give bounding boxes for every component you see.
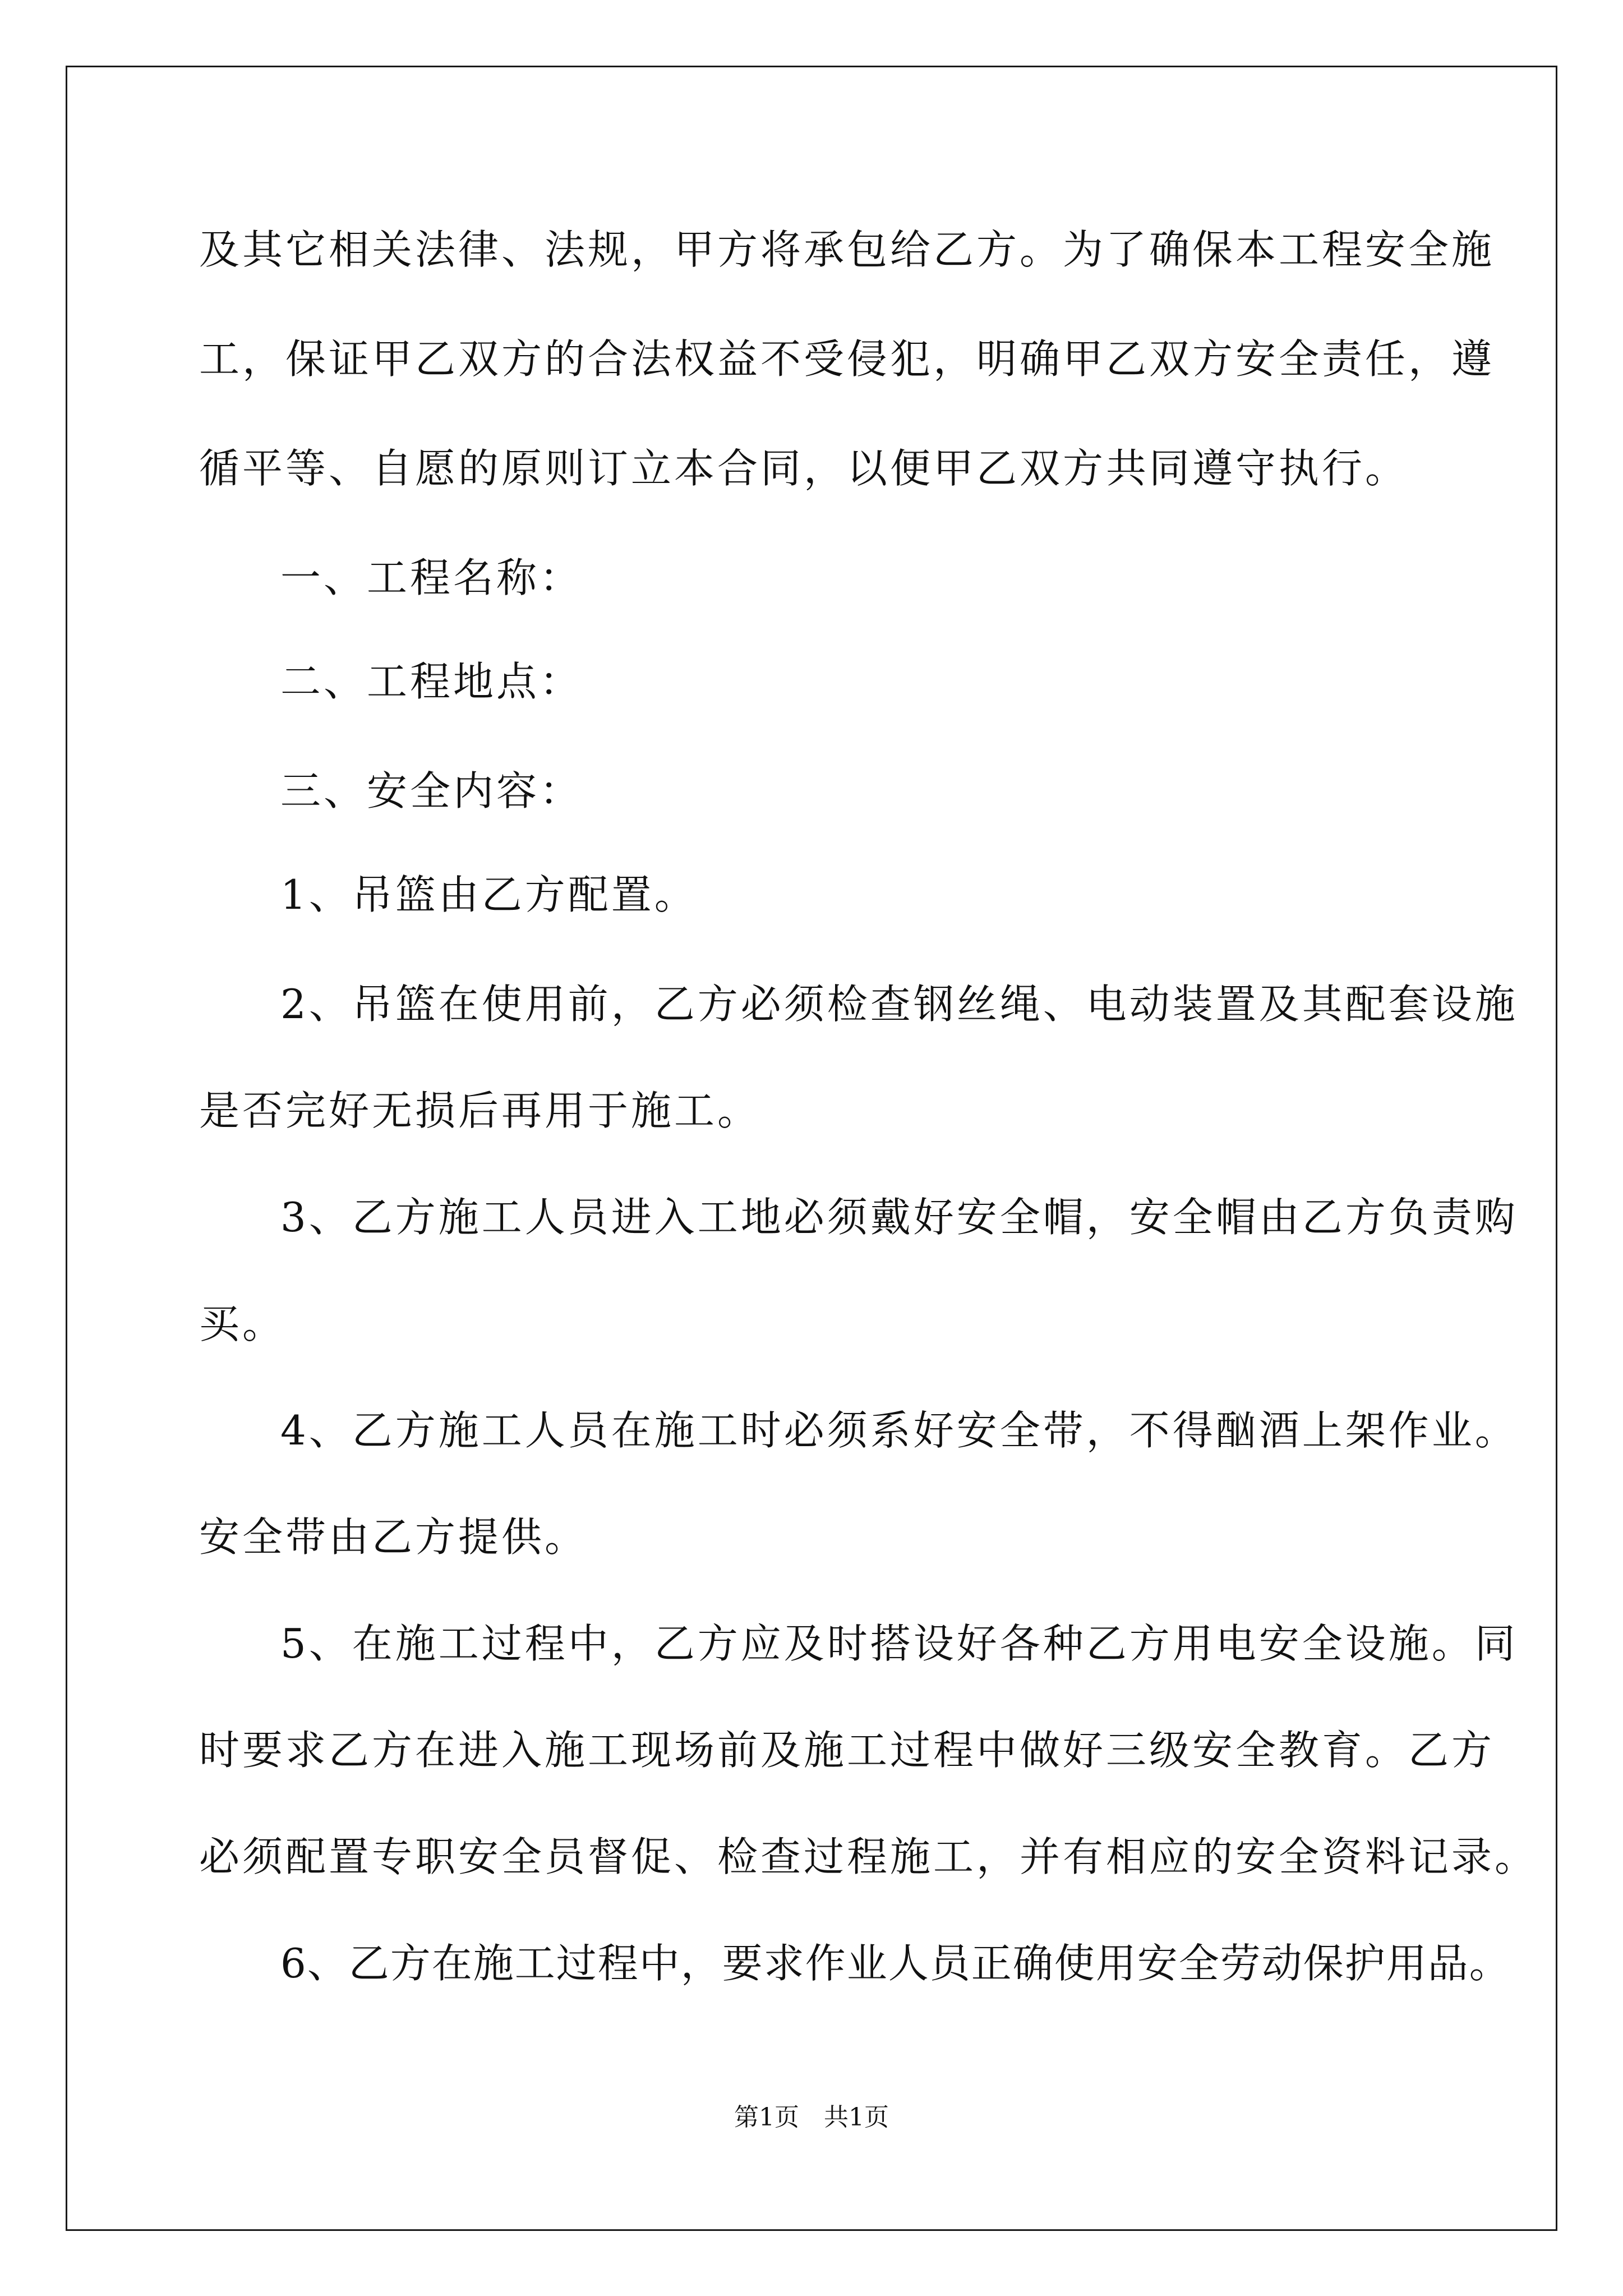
item-5-line-2: 时要求乙方在进入施工现场前及施工过程中做好三级安全教育。乙方: [199, 1727, 1495, 1774]
page-number-footer: 第1页 共1页: [734, 2103, 889, 2132]
item-3-line-2: 买。: [199, 1300, 286, 1347]
item-4-line-2: 安全带由乙方提供。: [199, 1513, 588, 1561]
section-project-name: 一、工程名称：: [280, 554, 583, 601]
paragraph-1-line-1: 及其它相关法律、法规，甲方将承包给乙方。为了确保本工程安全施: [199, 226, 1495, 273]
section-safety-content: 三、安全内容：: [280, 767, 583, 815]
item-3-line-1: 3、乙方施工人员进入工地必须戴好安全帽，安全帽由乙方负责购: [280, 1194, 1518, 1241]
item-6-line-1: 6、乙方在施工过程中，要求作业人员正确使用安全劳动保护用品。: [280, 1940, 1511, 1987]
paragraph-1-line-3: 循平等、自愿的原则订立本合同，以便甲乙双方共同遵守执行。: [199, 445, 1409, 492]
item-2-line-2: 是否完好无损后再用于施工。: [199, 1087, 761, 1134]
item-5-line-3: 必须配置专职安全员督促、检查过程施工，并有相应的安全资料记录。: [199, 1833, 1538, 1880]
item-5-line-1: 5、在施工过程中，乙方应及时搭设好各种乙方用电安全设施。同: [280, 1620, 1518, 1667]
item-2-line-1: 2、吊篮在使用前，乙方必须检查钢丝绳、电动装置及其配套设施: [280, 981, 1518, 1028]
page-border: [66, 66, 1557, 2231]
paragraph-1-line-2: 工，保证甲乙双方的合法权益不受侵犯，明确甲乙双方安全责任，遵: [199, 335, 1495, 383]
item-4-line-1: 4、乙方施工人员在施工时必须系好安全带，不得酗酒上架作业。: [280, 1407, 1518, 1454]
item-1-line-1: 1、吊篮由乙方配置。: [280, 871, 698, 918]
section-project-location: 二、工程地点：: [280, 658, 583, 705]
